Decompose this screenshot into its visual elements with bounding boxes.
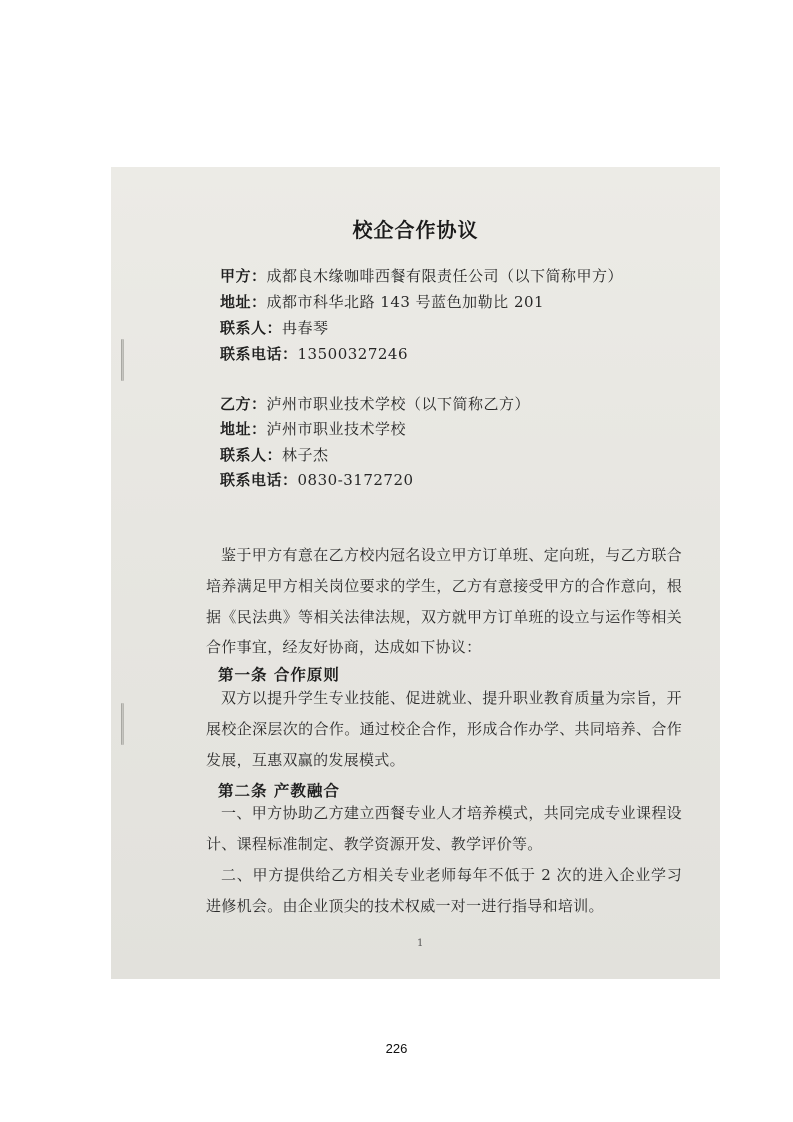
document-title: 校企合作协议	[352, 218, 479, 242]
article-1-paragraph: 双方以提升学生专业技能、促进就业、提升职业教育质量为宗旨，开展校企深层次的合作。通过校企合作，形成合作办学、共同培养、合作发展，互惠双赢的发展模式。	[206, 689, 682, 769]
scanned-page-photo	[111, 167, 720, 979]
party-b-contact-line	[220, 444, 329, 465]
party-b-contact: 林子杰	[282, 446, 329, 464]
article-2-item-2: 二、甲方提供给乙方相关专业老师每年不低于 2 次的进入企业学习进修机会。由企业顶尖的技术权威一对一进行指导和培训。	[206, 866, 682, 915]
page-number: 226	[385, 1041, 408, 1056]
party-b-phone-line	[220, 469, 414, 490]
party-b-name: 泸州市职业技术学校（以下简称乙方）	[266, 395, 531, 413]
party-b-address: 泸州市职业技术学校	[266, 420, 407, 438]
party-b-phone-label: 联系电话：	[220, 471, 298, 489]
article-2-item-1: 一、甲方协助乙方建立西餐专业人才培养模式，共同完成专业课程设计、课程标准制定、教学资源开发、教学评价等。	[206, 804, 682, 853]
party-b-address-label: 地址：	[220, 420, 267, 438]
party-a-phone-label: 联系电话：	[220, 345, 298, 363]
party-a-address-line	[220, 291, 544, 312]
party-b-name-line	[220, 393, 530, 414]
party-a-phone-line	[220, 343, 408, 364]
preamble-paragraph: 鉴于甲方有意在乙方校内冠名设立甲方订单班、定向班，与乙方联合培养满足甲方相关岗位要求的学生，乙方有意接受甲方的合作意向，根据《民法典》等相关法律法规，双方就甲方订单班的设立与运作等相关合作事宜，经友好协商，达成如下协议：	[206, 546, 682, 657]
article-1-heading: 第一条 合作原则	[218, 666, 340, 684]
party-a-name-label: 甲方：	[220, 267, 267, 285]
party-a-contact-label: 联系人：	[220, 319, 283, 337]
party-b-address-line	[220, 418, 406, 439]
party-a-phone: 13500327246	[297, 345, 408, 363]
party-b-name-label: 乙方：	[220, 395, 267, 413]
party-b-contact-label: 联系人：	[220, 446, 283, 464]
party-a-name: 成都良木缘咖啡西餐有限责任公司（以下简称甲方）	[266, 267, 624, 285]
article-2-heading: 第二条 产教融合	[218, 782, 340, 800]
inner-page-number: 1	[417, 938, 424, 949]
party-b-phone: 0830-3172720	[297, 471, 414, 489]
binder-clip	[121, 339, 124, 381]
party-a-name-line	[220, 265, 623, 286]
party-a-address-label: 地址：	[220, 293, 267, 311]
binder-clip	[121, 703, 124, 745]
party-a-contact: 冉春琴	[282, 319, 329, 337]
party-a-address: 成都市科华北路 143 号蓝色加勒比 201	[266, 293, 545, 311]
party-a-contact-line	[220, 317, 329, 338]
